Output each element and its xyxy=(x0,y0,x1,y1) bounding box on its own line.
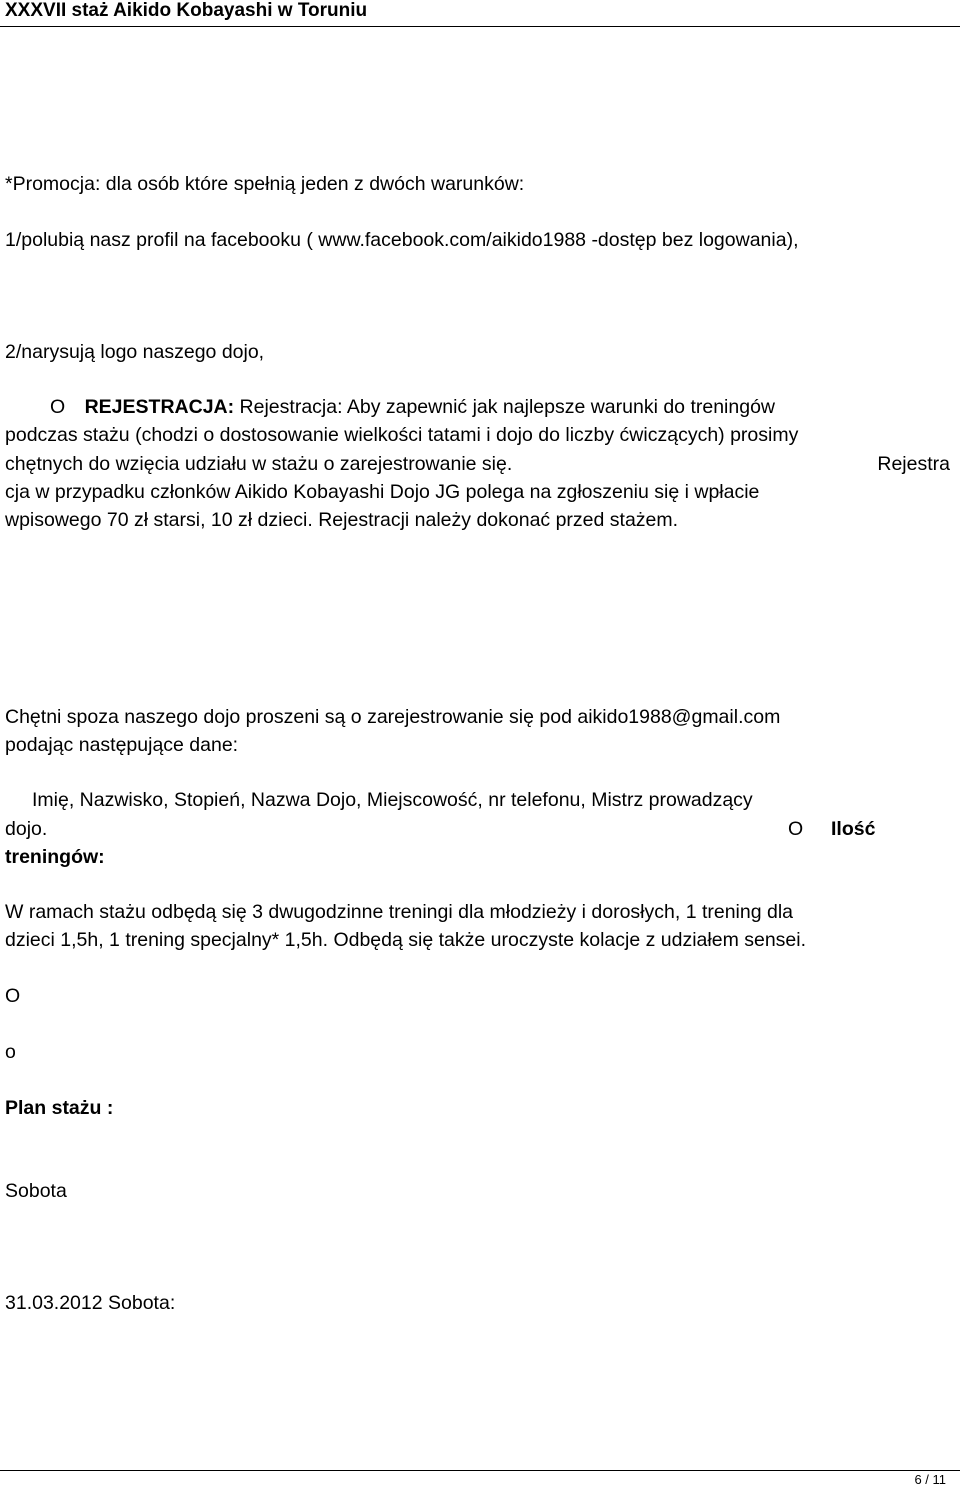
required-fields-end-line xyxy=(5,815,950,843)
promo-condition-1: 1/polubią nasz profil na facebooku ( www.facebook.com/aikido1988 -dostęp bez logowania), xyxy=(5,229,799,251)
bullet-marker: O xyxy=(788,818,804,840)
registration-line-2: podczas stażu (chodzi o dostosowanie wielkości tatami i dojo do liczby ćwiczących) prosimy xyxy=(5,424,799,446)
date-line: 31.03.2012 Sobota: xyxy=(5,1292,176,1314)
registration-label: REJESTRACJA: xyxy=(84,396,235,418)
registration-line-4: cja w przypadku członków Aikido Kobayashi Dojo JG polega na zgłoszeniu się i wpłacie xyxy=(5,481,760,503)
registration-line-3-tail: Rejestra xyxy=(877,453,950,475)
day-label: Sobota xyxy=(5,1180,67,1202)
promo-intro: *Promocja: dla osób które spełnią jeden z dwóch warunków: xyxy=(5,173,525,195)
trainings-line-2: dzieci 1,5h, 1 trening specjalny* 1,5h. Odbędą się także uroczyste kolacje z udziałem sensei. xyxy=(5,929,807,951)
external-registration-line-1: Chętni spoza naszego dojo proszeni są o zarejestrowanie się pod aikido1988@gmail.com xyxy=(5,706,781,728)
bullet-marker: O xyxy=(50,396,66,418)
registration-line-5: wpisowego 70 zł starsi, 10 zł dzieci. Rejestracji należy dokonać przed stażem. xyxy=(5,509,679,531)
training-count-label: Ilość xyxy=(831,818,876,840)
plan-heading: Plan stażu : xyxy=(5,1097,114,1119)
page-header xyxy=(0,0,960,30)
training-count-label-cont: treningów: xyxy=(5,846,105,868)
bullet-marker: o xyxy=(5,1041,16,1063)
promo-condition-2: 2/narysują logo naszego dojo, xyxy=(5,341,265,363)
required-fields-line: Imię, Nazwisko, Stopień, Nazwa Dojo, Miejscowość, nr telefonu, Mistrz prowadzący xyxy=(32,789,753,811)
registration-line-3-text: chętnych do wzięcia udziału w stażu o zarejestrowanie się. xyxy=(5,453,513,475)
document-title: XXXVII staż Aikido Kobayashi w Toruniu xyxy=(5,0,368,21)
registration-heading-line xyxy=(50,393,950,421)
registration-line-3 xyxy=(5,450,950,478)
header-divider xyxy=(0,26,960,27)
bullet-marker: O xyxy=(5,985,21,1007)
trainings-line-1: W ramach stażu odbędą się 3 dwugodzinne treningi dla młodzieży i dorosłych, 1 trening dla xyxy=(5,901,794,923)
external-registration-line-2: podając następujące dane: xyxy=(5,734,239,756)
registration-text: Rejestracja: Aby zapewnić jak najlepsze warunki do treningów xyxy=(239,396,775,418)
required-fields-end: dojo. xyxy=(5,818,48,840)
footer-divider xyxy=(0,1470,960,1471)
page-number: 6 / 11 xyxy=(914,1472,946,1487)
